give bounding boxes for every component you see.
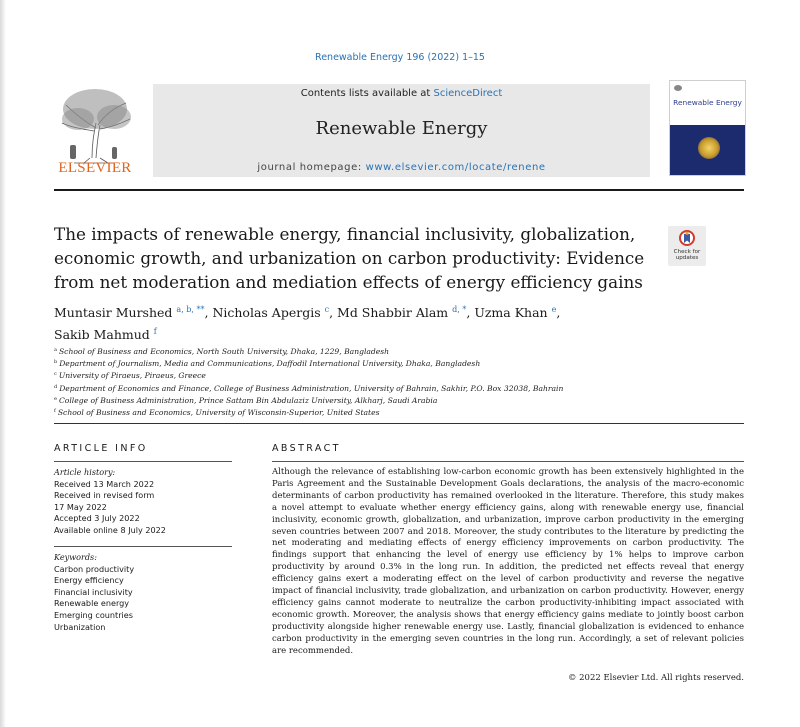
affiliation-item: $^a$ School of Business and Economics, North South University, Dhaka, 1229, Bangladesh <box>54 347 390 356</box>
author-affiliation-mark[interactable]: f <box>153 327 157 336</box>
affiliation-item: $^f$ School of Business and Economics, University of Wisconsin-Superior, United States <box>54 408 380 418</box>
history-item: 17 May 2022 <box>54 501 107 512</box>
author-affiliation-mark[interactable]: a, b, ** <box>176 305 205 314</box>
keywords-label: Keywords: <box>54 552 97 562</box>
abstract-heading: ABSTRACT <box>272 443 341 454</box>
journal-homepage-line <box>153 162 650 173</box>
article-title: The impacts of renewable energy, financial inclusivity, globalization, economic growth, and urbanization on carbon productivity: Evidence from net moderation and mediation effects of energy efficiency gains <box>54 224 645 292</box>
elsevier-mini-tree-icon <box>673 84 683 93</box>
elsevier-wordmark: ELSEVIER <box>58 160 132 176</box>
affiliation-list <box>54 345 694 418</box>
contents-prefix: Contents lists available at <box>300 88 431 99</box>
keyword-item: Urbanization <box>54 621 106 632</box>
affiliation-item: $^c$ University of Piraeus, Piraeus, Greece <box>54 371 206 381</box>
author-affiliation-mark[interactable]: d, * <box>452 305 467 314</box>
sciencedirect-link[interactable]: ScienceDirect <box>433 88 503 99</box>
keyword-item: Financial inclusivity <box>54 586 133 597</box>
affiliation-item: $^b$ Department of Journalism, Media and Communications, Daffodil International University, Dhaka, Bangladesh <box>54 359 481 369</box>
bookmark-check-icon <box>679 230 695 248</box>
check-label-line-1: Check for <box>673 249 701 255</box>
keywords-block <box>54 552 234 633</box>
author-affiliation-mark[interactable]: c <box>324 305 330 314</box>
affiliation-item: $^d$ Department of Economics and Finance, College of Business Administration, University of Bahrain, Sakhir, P.O. Box 32038, Bahrain <box>54 383 564 393</box>
abstract-rule <box>272 461 744 462</box>
journal-title: Renewable Energy <box>315 118 488 139</box>
article-history-label: Article history: <box>54 467 116 477</box>
history-item: Accepted 3 July 2022 <box>54 513 140 524</box>
page-edge-shadow <box>0 0 6 727</box>
keyword-item: Energy efficiency <box>54 575 124 586</box>
history-item: Received 13 March 2022 <box>54 478 155 489</box>
cover-sun-emblem <box>698 137 720 159</box>
article-history <box>54 467 234 537</box>
check-for-updates-label <box>668 249 706 262</box>
keyword-item: Carbon productivity <box>54 563 135 574</box>
cover-title: Renewable Energy <box>673 98 742 107</box>
journal-cover-thumbnail <box>669 80 746 176</box>
author-name[interactable]: Md Shabbir Alam <box>337 305 449 320</box>
keyword-item: Renewable energy <box>54 598 130 609</box>
section-divider <box>54 423 744 424</box>
author-affiliation-mark[interactable]: e <box>551 305 557 314</box>
journal-reference-link[interactable]: Renewable Energy 196 (2022) 1–15 <box>315 52 485 63</box>
author-name[interactable]: Nicholas Apergis <box>212 305 321 320</box>
article-info-rule <box>54 461 232 462</box>
check-label-line-2: updates <box>675 255 699 262</box>
homepage-prefix: journal homepage: <box>257 162 362 173</box>
author-name[interactable]: Uzma Khan <box>474 305 548 320</box>
homepage-url-link[interactable]: www.elsevier.com/locate/renene <box>365 162 546 173</box>
header-divider <box>54 189 744 191</box>
keywords-rule <box>54 546 232 547</box>
abstract-text: Although the relevance of establishing low-carbon economic growth has been extensively highlighted in the Paris Agreement and the Sustainable Development Goals declarations, the analysis of the macro-economic determinants of carbon productivity has remained overlooked in the literature. Therefore, this study makes a novel attempt to evaluate whether energy efficiency gains, along with renewable energy use, financial inclusivity, economic growth, globalization, and urbanization, improve carbon productivity in the emerging seven countries between 2007 and 2018. Moreover, the study contributes to the literature by predicting the net moderating and mediating effects of energy efficiency improvements on carbon productivity. The findings support that enhancing the level of energy use efficiency by 1% helps to improve carbon productivity by around 0.3% in the long run. In addition, the predicted net effects reveal that energy efficiency gains exert a moderating effect on the level of carbon productivity and reverse the negative impact of financial inclusivity, trade globalization, and urbanization on carbon productivity. However, energy efficiency gains cannot moderate to neutralize the carbon productivity-inhibiting impact associated with economic growth. Moreover, the analysis shows that energy efficiency gains mediate to jointly boost carbon productivity alongside higher renewable energy use. Lastly, financial globalization is evidenced to enhance carbon productivity in the emerging seven countries in the long run. Accordingly, a set of relevant policies are recommended. <box>272 467 744 656</box>
author-list: Muntasir Murshed $^{a, b, **}$, Nicholas Apergis $^c$, Md Shabbir Alam $^{d, *}$, Uzma Khan $^e$, Sakib Mahmud $^f$ <box>54 305 561 342</box>
check-for-updates-button[interactable] <box>668 226 706 266</box>
author-name[interactable]: Muntasir Murshed <box>54 305 173 320</box>
contents-line <box>153 88 650 99</box>
history-item: Available online 8 July 2022 <box>54 524 166 535</box>
history-item: Received in revised form <box>54 490 155 501</box>
keyword-item: Emerging countries <box>54 609 133 620</box>
article-info-heading: ARTICLE INFO <box>54 443 148 454</box>
author-name[interactable]: Sakib Mahmud <box>54 327 150 342</box>
copyright-notice: © 2022 Elsevier Ltd. All rights reserved. <box>567 673 744 683</box>
affiliation-item: $^e$ College of Business Administration, Prince Sattam Bin Abdulaziz University, Alkharj, Saudi Arabia <box>54 395 438 405</box>
